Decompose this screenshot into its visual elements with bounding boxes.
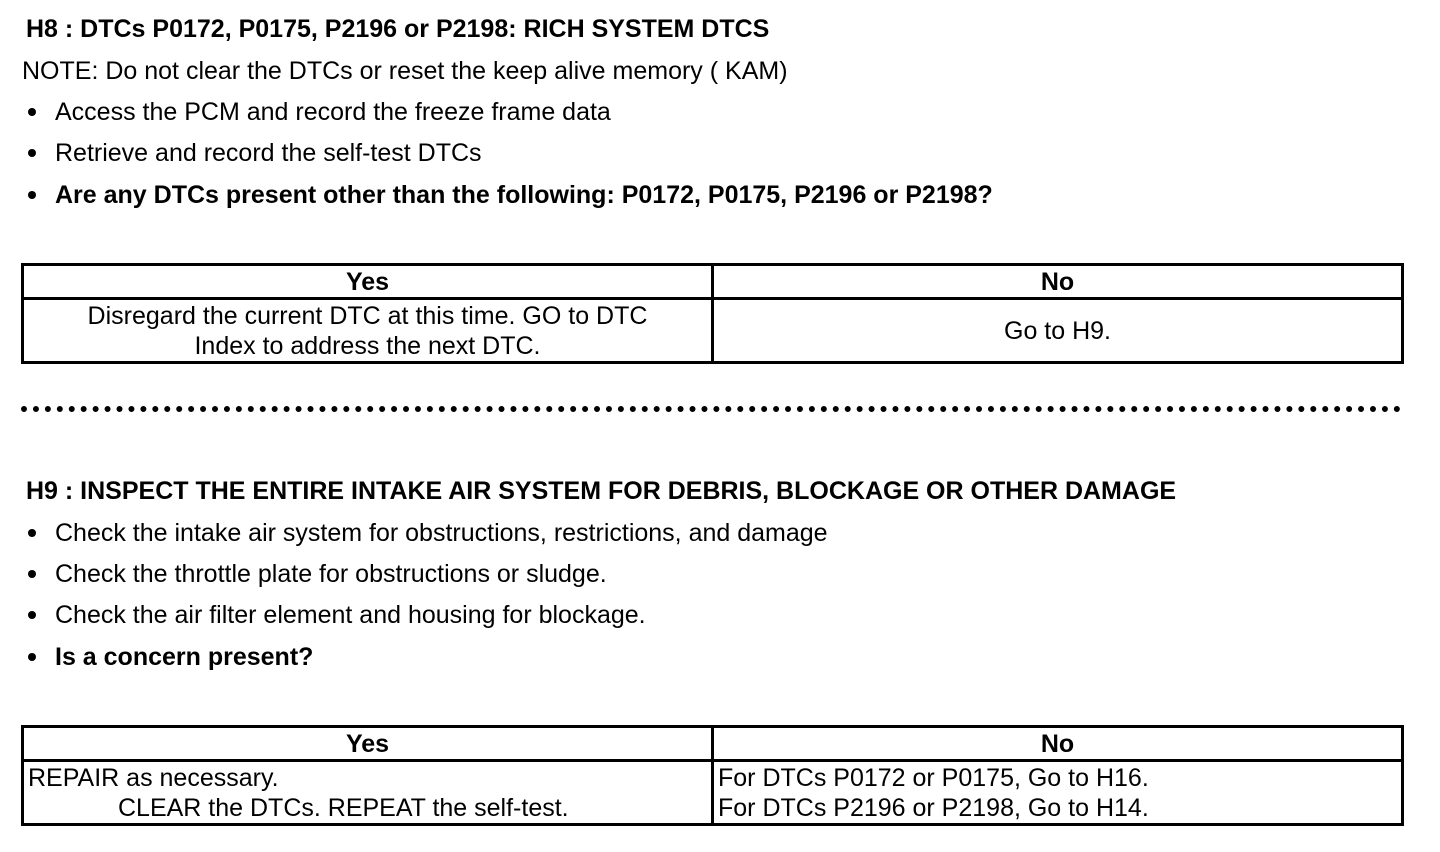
table-row [23, 299, 1403, 363]
bullet-icon [28, 570, 36, 578]
yes-cell-line-2: Index to address the next DTC. [194, 331, 541, 360]
bullet-icon [28, 191, 36, 199]
yes-header: Yes [23, 265, 713, 299]
bullet-question: Is a concern present? [55, 643, 314, 671]
h8-heading: H8 : DTCs P0172, P0175, P2196 or P2198: RICH SYSTEM DTCS [26, 15, 770, 43]
section-divider [21, 406, 1401, 412]
bullet-question: Are any DTCs present other than the following: P0172, P0175, P2196 or P2198? [55, 181, 993, 209]
yes-cell-line-1: Disregard the current DTC at this time. GO to DTC [87, 301, 648, 330]
bullet-text: Access the PCM and record the freeze frame data [55, 98, 611, 126]
table-header-row [23, 727, 1403, 761]
no-header: No [713, 265, 1403, 299]
bullet-icon [28, 149, 36, 157]
h8-note: NOTE: Do not clear the DTCs or reset the keep alive memory ( KAM) [22, 57, 788, 85]
bullet-text: Check the intake air system for obstructions, restrictions, and damage [55, 519, 828, 547]
h9-heading: H9 : INSPECT THE ENTIRE INTAKE AIR SYSTEM FOR DEBRIS, BLOCKAGE OR OTHER DAMAGE [26, 477, 1177, 505]
no-header: No [713, 727, 1403, 761]
bullet-text: Check the air filter element and housing for blockage. [55, 601, 646, 629]
bullet-text: Check the throttle plate for obstructions or sludge. [55, 560, 607, 588]
yes-header: Yes [23, 727, 713, 761]
bullet-icon [28, 529, 36, 537]
h8-decision-table [21, 263, 1404, 364]
yes-cell [23, 299, 713, 363]
yes-cell [23, 761, 713, 825]
bullet-text: Retrieve and record the self-test DTCs [55, 139, 482, 167]
yes-cell-line-2: CLEAR the DTCs. REPEAT the self-test. [118, 793, 569, 822]
bullet-icon [28, 611, 36, 619]
bullet-icon [28, 653, 36, 661]
table-row [23, 761, 1403, 825]
yes-cell-line-1: REPAIR as necessary. [28, 763, 279, 792]
bullet-icon [28, 108, 36, 116]
h9-decision-table [21, 725, 1404, 826]
no-cell-line-2: For DTCs P2196 or P2198, Go to H14. [718, 793, 1149, 822]
no-cell: Go to H9. [713, 299, 1403, 363]
no-cell [713, 761, 1403, 825]
no-cell-line-1: For DTCs P0172 or P0175, Go to H16. [718, 763, 1149, 792]
table-header-row [23, 265, 1403, 299]
